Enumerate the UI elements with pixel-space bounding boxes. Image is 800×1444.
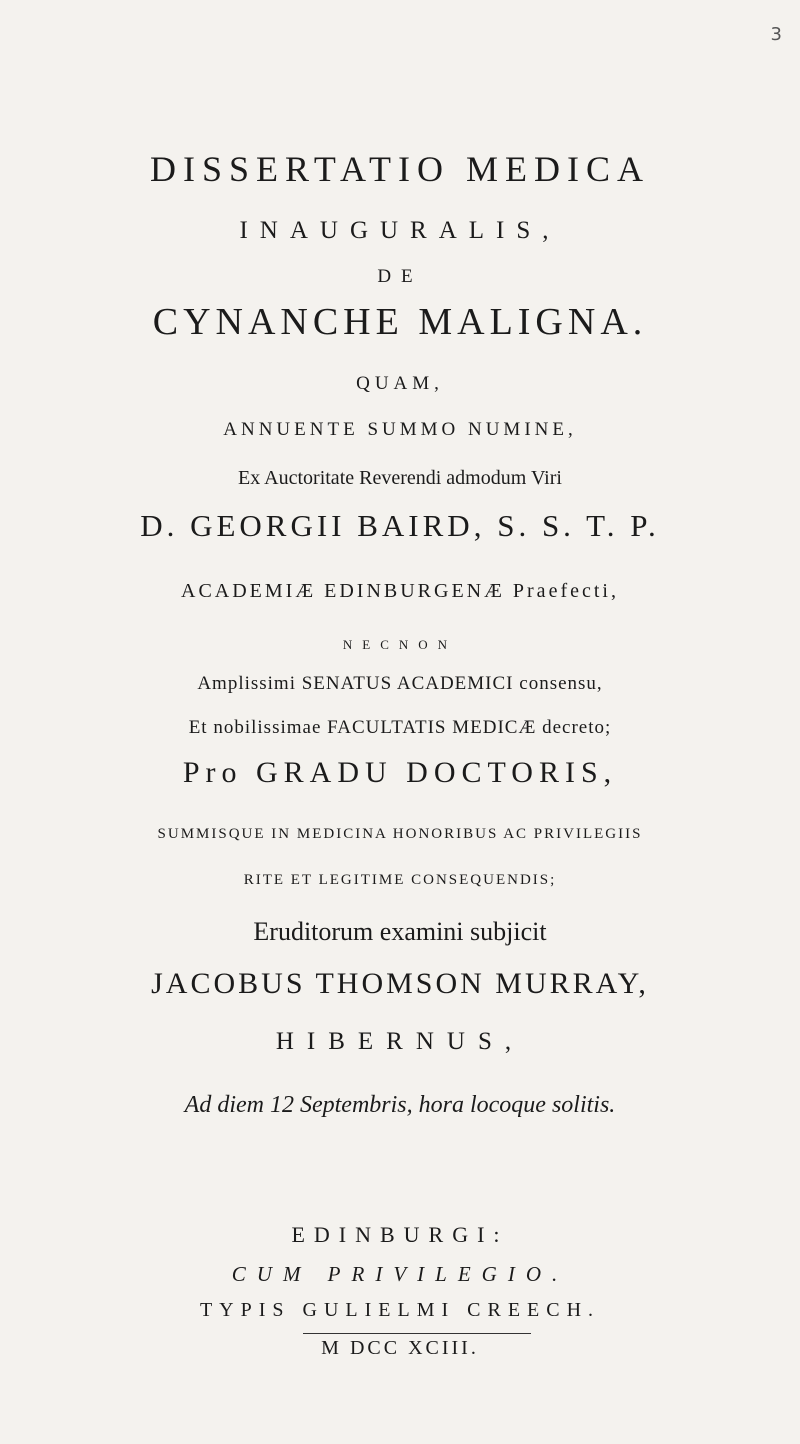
title-line-3: DE [377,266,423,287]
baird-name-line: D. GEORGII BAIRD, S. S. T. P. [140,508,660,543]
imprint-rule [303,1333,531,1334]
annuente-line: ANNUENTE SUMMO NUMINE, [223,419,577,440]
page-number: 3 [770,24,782,45]
pro-gradu-line: Pro GRADU DOCTORIS, [182,756,618,789]
necnon-line: NECNON [342,637,458,652]
academiae-line: ACADEMIÆ EDINBURGENÆ Praefecti, [181,580,619,602]
amplissimi-line: Amplissimi SENATUS ACADEMICI consensu, [197,673,603,694]
nobilissimae-line: Et nobilissimae FACULTATIS MEDICÆ decreto; [188,717,612,738]
imprint-place: EDINBURGI: [291,1222,509,1247]
imprint-typis: TYPIS GULIELMI CREECH. [199,1299,601,1321]
title-line-1: DISSERTATIO MEDICA [150,149,650,189]
auctoritate-line: Ex Auctoritate Reverendi admodum Viri [238,467,562,489]
title-line-4: CYNANCHE MALIGNA. [152,301,648,343]
eruditorum-line: Eruditorum examini subjicit [253,917,547,946]
imprint-year: M DCC XCIII. [321,1337,479,1359]
title-line-2: INAUGURALIS, [239,217,561,244]
imprint-privilegio: CUM PRIVILEGIO. [231,1262,569,1286]
author-line: JACOBUS THOMSON MURRAY, [151,967,649,1000]
rite-line: RITE ET LEGITIME CONSEQUENDIS; [243,872,557,888]
summisque-line: SUMMISQUE IN MEDICINA HONORIBUS AC PRIVILEGIIS [157,826,643,842]
ad-diem-line: Ad diem 12 Septembris, hora locoque solitis. [184,1092,616,1118]
hibernus-line: HIBERNUS, [275,1028,525,1055]
quam-line: QUAM, [356,373,444,394]
